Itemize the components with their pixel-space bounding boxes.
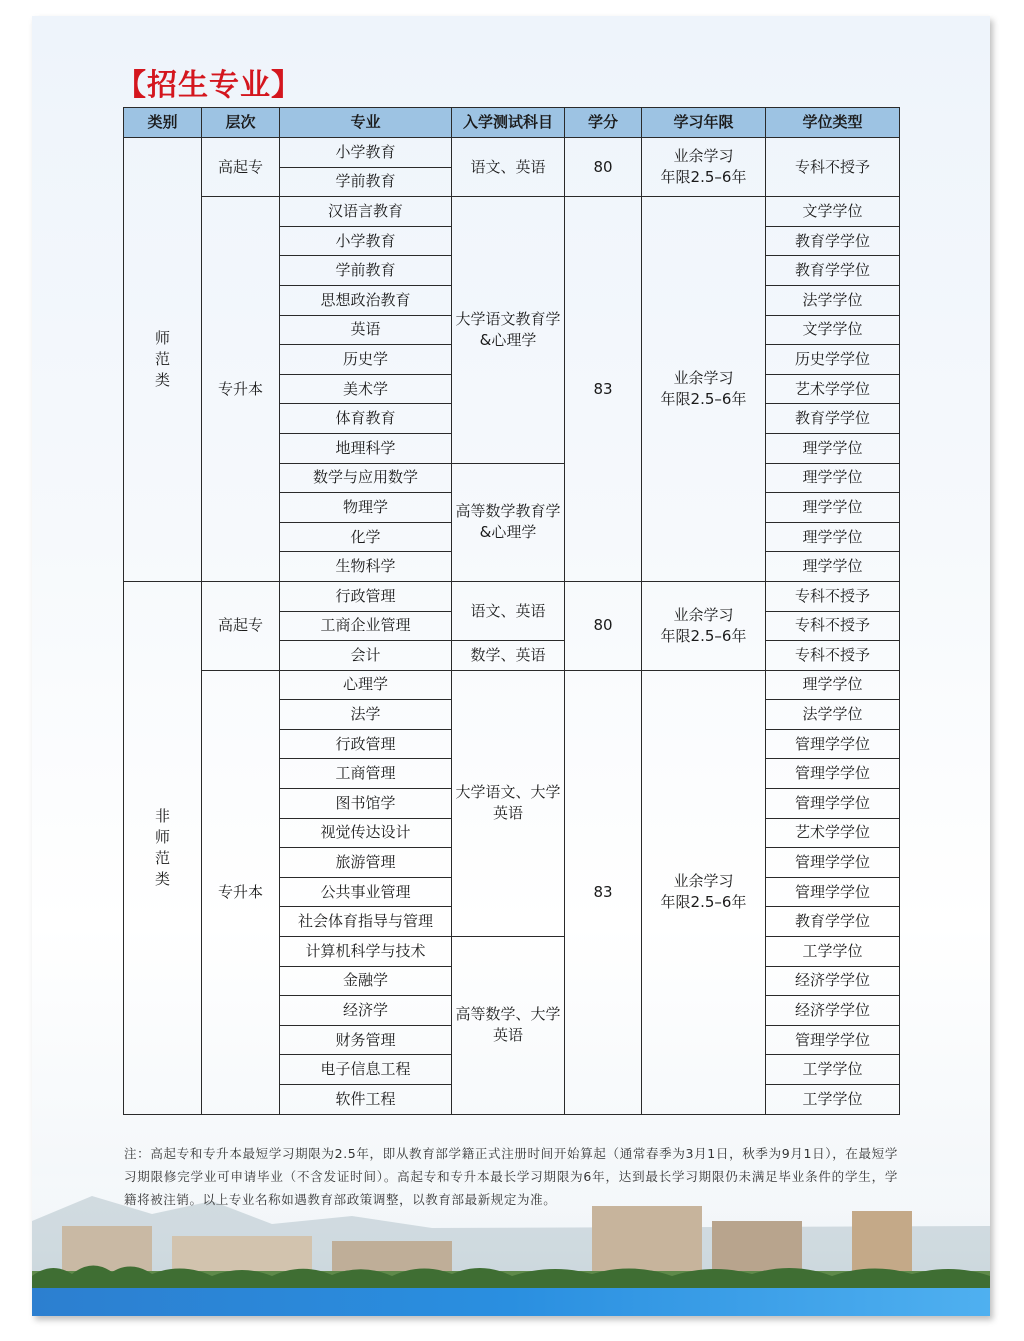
table-row: [124, 197, 900, 227]
degree-cell: 教育学学位: [766, 226, 900, 256]
major-cell: 软件工程: [280, 1085, 452, 1115]
degree-cell: 管理学学位: [766, 877, 900, 907]
major-cell: 图书馆学: [280, 789, 452, 819]
header-cell: 层次: [202, 108, 280, 138]
degree-cell: 理学学位: [766, 493, 900, 523]
degree-cell: 理学学位: [766, 670, 900, 700]
major-cell: 计算机科学与技术: [280, 937, 452, 967]
major-cell: 物理学: [280, 493, 452, 523]
degree-cell: 工学学位: [766, 937, 900, 967]
subjects-cell: 大学语文、大学英语: [452, 670, 565, 936]
table-row: [124, 670, 900, 700]
level-cell: 专升本: [202, 670, 280, 1114]
years-line: 年限2.5–6年: [660, 168, 747, 187]
degree-cell: 管理学学位: [766, 1025, 900, 1055]
years-line: 年限2.5–6年: [660, 390, 747, 409]
major-cell: 数学与应用数学: [280, 463, 452, 493]
degree-cell: 工学学位: [766, 1055, 900, 1085]
years-line: 年限2.5–6年: [660, 893, 747, 912]
subjects-cell: 数学、英语: [452, 641, 565, 671]
header-cell: 专业: [280, 108, 452, 138]
major-cell: 经济学: [280, 996, 452, 1026]
bottom-color-bar: [32, 1288, 990, 1316]
degree-cell: 教育学学位: [766, 907, 900, 937]
header-cell: 入学测试科目: [452, 108, 565, 138]
degree-cell: 专科不授予: [766, 611, 900, 641]
degree-cell: 艺术学学位: [766, 818, 900, 848]
years-cell: [642, 581, 766, 670]
major-cell: 英语: [280, 315, 452, 345]
credits-cell: 83: [565, 670, 642, 1114]
credits-cell: 80: [565, 581, 642, 670]
major-cell: 电子信息工程: [280, 1055, 452, 1085]
years-cell: [642, 197, 766, 582]
degree-cell: 管理学学位: [766, 759, 900, 789]
category-char: 范: [154, 848, 170, 867]
degree-cell: 理学学位: [766, 522, 900, 552]
category-char: 师: [154, 827, 170, 846]
major-cell: 金融学: [280, 966, 452, 996]
subjects-cell: 语文、英语: [452, 581, 565, 640]
degree-cell: 管理学学位: [766, 848, 900, 878]
category-char: 范: [154, 349, 170, 368]
degree-cell: 专科不授予: [766, 138, 900, 197]
major-cell: 生物科学: [280, 552, 452, 582]
degree-cell: 专科不授予: [766, 641, 900, 671]
major-cell: 小学教育: [280, 138, 452, 168]
degree-cell: 教育学学位: [766, 256, 900, 286]
major-cell: 行政管理: [280, 581, 452, 611]
major-cell: 工商企业管理: [280, 611, 452, 641]
category-char: 师: [154, 328, 170, 347]
years-line: 业余学习: [673, 605, 734, 624]
degree-cell: 文学学位: [766, 197, 900, 227]
major-cell: 学前教育: [280, 167, 452, 197]
header-cell: 学分: [565, 108, 642, 138]
table-row: [124, 138, 900, 168]
majors-table: [123, 107, 900, 1115]
degree-cell: 管理学学位: [766, 729, 900, 759]
category-char: 类: [154, 370, 170, 389]
subjects-cell: 大学语文教育学&心理学: [452, 197, 565, 463]
credits-cell: 80: [565, 138, 642, 197]
major-cell: 会计: [280, 641, 452, 671]
years-cell: [642, 670, 766, 1114]
years-line: 业余学习: [673, 147, 734, 166]
degree-cell: 专科不授予: [766, 581, 900, 611]
years-line: 年限2.5–6年: [660, 626, 747, 645]
page-title: 【招生专业】: [116, 68, 302, 103]
years-line: 业余学习: [673, 369, 734, 388]
brochure-page: [32, 16, 990, 1316]
major-cell: 小学教育: [280, 226, 452, 256]
degree-cell: 经济学学位: [766, 966, 900, 996]
degree-cell: 理学学位: [766, 463, 900, 493]
major-cell: 汉语言教育: [280, 197, 452, 227]
degree-cell: 法学学位: [766, 700, 900, 730]
major-cell: 地理科学: [280, 433, 452, 463]
major-cell: 工商管理: [280, 759, 452, 789]
credits-cell: 83: [565, 197, 642, 582]
degree-cell: 理学学位: [766, 552, 900, 582]
major-cell: 视觉传达设计: [280, 818, 452, 848]
years-line: 业余学习: [673, 872, 734, 891]
degree-cell: 管理学学位: [766, 789, 900, 819]
degree-cell: 历史学学位: [766, 345, 900, 375]
level-cell: 高起专: [202, 581, 280, 670]
major-cell: 旅游管理: [280, 848, 452, 878]
subjects-cell: 高等数学教育学&心理学: [452, 463, 565, 581]
major-cell: 体育教育: [280, 404, 452, 434]
major-cell: 公共事业管理: [280, 877, 452, 907]
degree-cell: 经济学学位: [766, 996, 900, 1026]
major-cell: 美术学: [280, 374, 452, 404]
header-cell: 学习年限: [642, 108, 766, 138]
degree-cell: 工学学位: [766, 1085, 900, 1115]
table-header-row: [124, 108, 900, 138]
header-cell: 学位类型: [766, 108, 900, 138]
subjects-cell: 语文、英语: [452, 138, 565, 197]
degree-cell: 教育学学位: [766, 404, 900, 434]
category-char: 类: [154, 869, 170, 888]
degree-cell: 文学学位: [766, 315, 900, 345]
major-cell: 法学: [280, 700, 452, 730]
footnote: 注：高起专和专升本最短学习期限为2.5年，即从教育部学籍正式注册时间开始算起（通常春季为3月1日，秋季为9月1日），在最短学习期限修完学业可申请毕业（不含发证时间）。高起专和专升本最长学习期限为6年，达到最长学习期限仍未满足毕业条件的学生，学籍将被注销。以上专业名称如遇教育部政策调整，以教育部最新规定为准。: [124, 1146, 898, 1207]
table-row: [124, 581, 900, 611]
subjects-cell: 高等数学、大学英语: [452, 937, 565, 1115]
level-cell: 专升本: [202, 197, 280, 582]
major-cell: 社会体育指导与管理: [280, 907, 452, 937]
major-cell: 心理学: [280, 670, 452, 700]
major-cell: 财务管理: [280, 1025, 452, 1055]
category-cell-nonteacher: [124, 581, 202, 1114]
years-cell: [642, 138, 766, 197]
major-cell: 化学: [280, 522, 452, 552]
degree-cell: 法学学位: [766, 285, 900, 315]
major-cell: 行政管理: [280, 729, 452, 759]
major-cell: 历史学: [280, 345, 452, 375]
major-cell: 思想政治教育: [280, 285, 452, 315]
category-cell-teacher: [124, 138, 202, 582]
level-cell: 高起专: [202, 138, 280, 197]
category-char: 非: [154, 806, 170, 825]
major-cell: 学前教育: [280, 256, 452, 286]
degree-cell: 艺术学学位: [766, 374, 900, 404]
degree-cell: 理学学位: [766, 433, 900, 463]
header-cell: 类别: [124, 108, 202, 138]
